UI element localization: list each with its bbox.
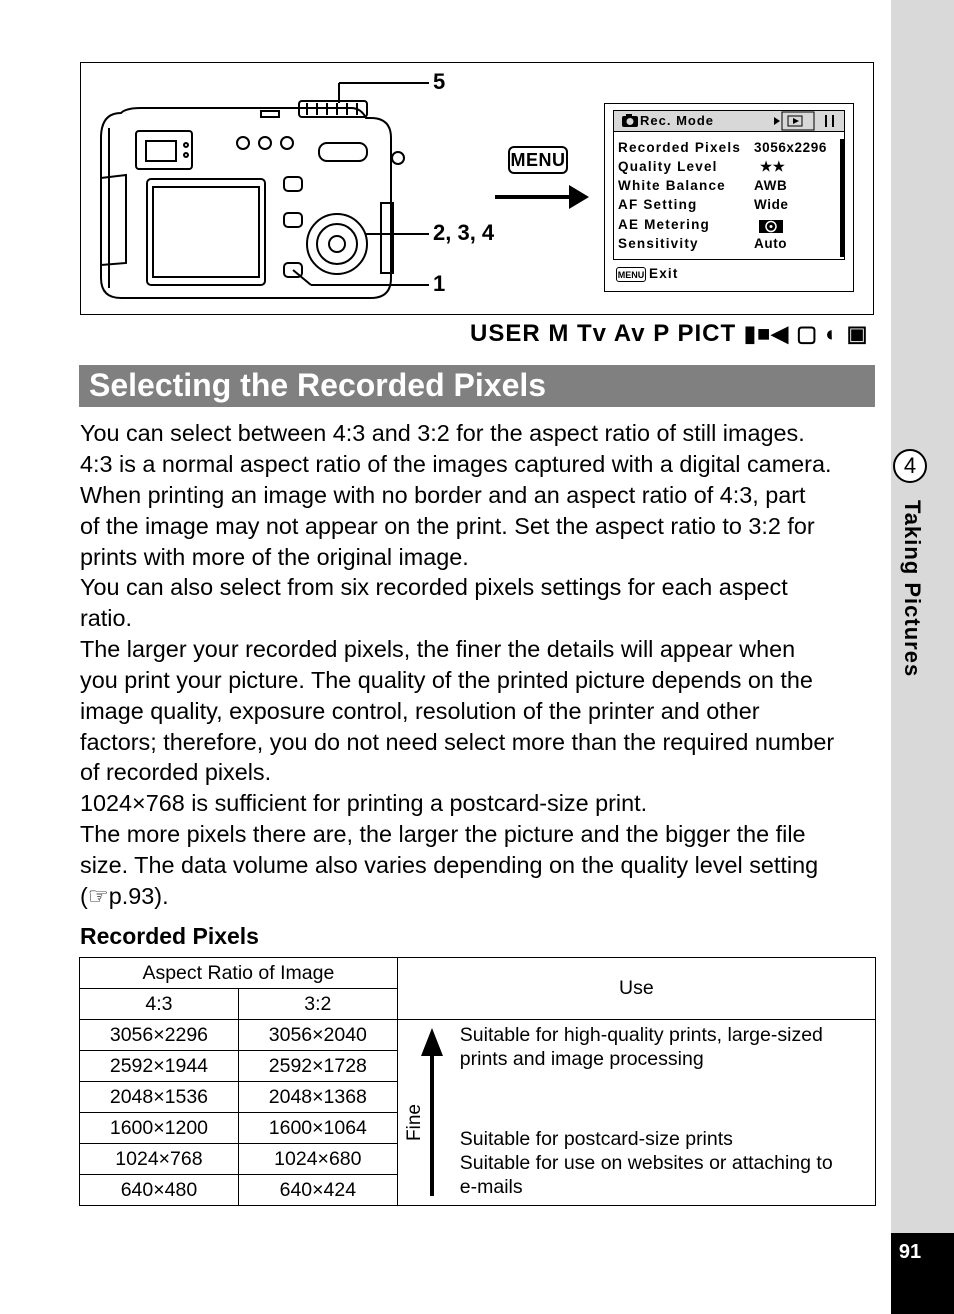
screen-tab-bar (614, 111, 844, 132)
header-3-2: 3:2 (238, 989, 397, 1020)
menu-row-value: ★★ (760, 159, 786, 174)
chapter-number: 4 (893, 449, 927, 483)
menu-row-label: White Balance (618, 178, 726, 193)
modes-text: USER M Tv Av P PICT (470, 320, 737, 347)
body-line: You can also select from six recorded pixels settings for each aspect (80, 574, 788, 600)
screen-title: Rec. Mode (640, 113, 715, 128)
body-line: prints with more of the original image. (80, 544, 469, 570)
metering-icon (758, 219, 784, 234)
menu-row-label: Recorded Pixels (618, 140, 742, 155)
use-text: prints and image processing (459, 1048, 704, 1070)
body-line: you print your picture. The quality of the printed picture depends on the (80, 667, 813, 693)
menu-row-label: AF Setting (618, 197, 698, 212)
header-use: Use (397, 958, 875, 1020)
header-aspect-ratio: Aspect Ratio of Image (80, 958, 398, 989)
callout-1: 1 (433, 271, 446, 296)
use-text: e-mails (459, 1176, 523, 1198)
body-line: The larger your recorded pixels, the finer the details will appear when (80, 636, 796, 662)
menu-key-icon: MENU (508, 146, 568, 174)
use-text: Suitable for use on websites or attaching to (459, 1152, 833, 1174)
cell-4-3: 2592×1944 (80, 1051, 239, 1082)
body-line: ratio. (80, 605, 133, 631)
rec-mode-screen (604, 103, 854, 292)
cell-3-2: 1024×680 (238, 1144, 397, 1175)
menu-row-value: Wide (754, 197, 789, 212)
menu-row-label: Sensitivity (618, 236, 699, 251)
menu-row-value: AWB (754, 178, 788, 193)
rec-mode-menu (613, 110, 845, 260)
menu-row-value: 3056x2296 (754, 140, 827, 155)
body-line: of the image may not appear on the print. Set the aspect ratio to 3:2 for (80, 513, 815, 539)
menu-row-value: Auto (754, 236, 788, 251)
body-line: 1024×768 is sufficient for printing a postcard-size print. (80, 790, 648, 816)
mode-extra-icons: ▮■◀ ▢ ◐ ▣ (743, 321, 869, 346)
body-line: image quality, exposure control, resolution of the printer and other (80, 698, 760, 724)
cell-4-3: 3056×2296 (80, 1020, 239, 1051)
use-cell (397, 1020, 875, 1206)
body-line: The more pixels there are, the larger the picture and the bigger the file (80, 821, 806, 847)
body-line: 4:3 is a normal aspect ratio of the images captured with a digital camera. (80, 451, 832, 477)
body-line: factors; therefore, you do not need select more than the required number (80, 729, 835, 755)
callout-2-3-4: 2, 3, 4 (433, 220, 495, 245)
exit-label: Exit (649, 266, 679, 281)
body-line: (☞p.93). (80, 883, 169, 909)
cell-3-2: 2048×1368 (238, 1082, 397, 1113)
body-line: When printing an image with no border and an aspect ratio of 4:3, part (80, 482, 806, 508)
menu-row-label: Quality Level (618, 159, 718, 174)
menu-row-label: AE Metering (618, 217, 710, 232)
cell-3-2: 640×424 (238, 1175, 397, 1206)
scrollbar (840, 139, 844, 257)
body-line: of recorded pixels. (80, 759, 272, 785)
fine-label: Fine (403, 1104, 425, 1141)
body-line: size. The data volume also varies depending on the quality level setting (80, 852, 819, 878)
header-4-3: 4:3 (80, 989, 239, 1020)
use-text: Suitable for postcard-size prints (459, 1128, 733, 1150)
cell-4-3: 1600×1200 (80, 1113, 239, 1144)
section-title: Selecting the Recorded Pixels (89, 367, 547, 403)
body-line: You can select between 4:3 and 3:2 for the aspect ratio of still images. (80, 420, 805, 446)
cell-3-2: 2592×1728 (238, 1051, 397, 1082)
recorded-pixels-table (79, 957, 876, 1206)
cell-4-3: 1024×768 (80, 1144, 239, 1175)
table-row (80, 1020, 876, 1051)
cell-4-3: 640×480 (80, 1175, 239, 1206)
chapter-label: Taking Pictures (900, 500, 925, 678)
page-number: 91 (898, 1241, 922, 1263)
cell-3-2: 1600×1064 (238, 1113, 397, 1144)
use-text: Suitable for high-quality prints, large-sized (459, 1024, 823, 1046)
menu-button-icon: MENU (616, 267, 646, 282)
table-heading: Recorded Pixels (80, 923, 259, 949)
cell-3-2: 3056×2040 (238, 1020, 397, 1051)
cell-4-3: 2048×1536 (80, 1082, 239, 1113)
callout-5: 5 (433, 69, 446, 94)
applicable-modes (470, 320, 868, 350)
